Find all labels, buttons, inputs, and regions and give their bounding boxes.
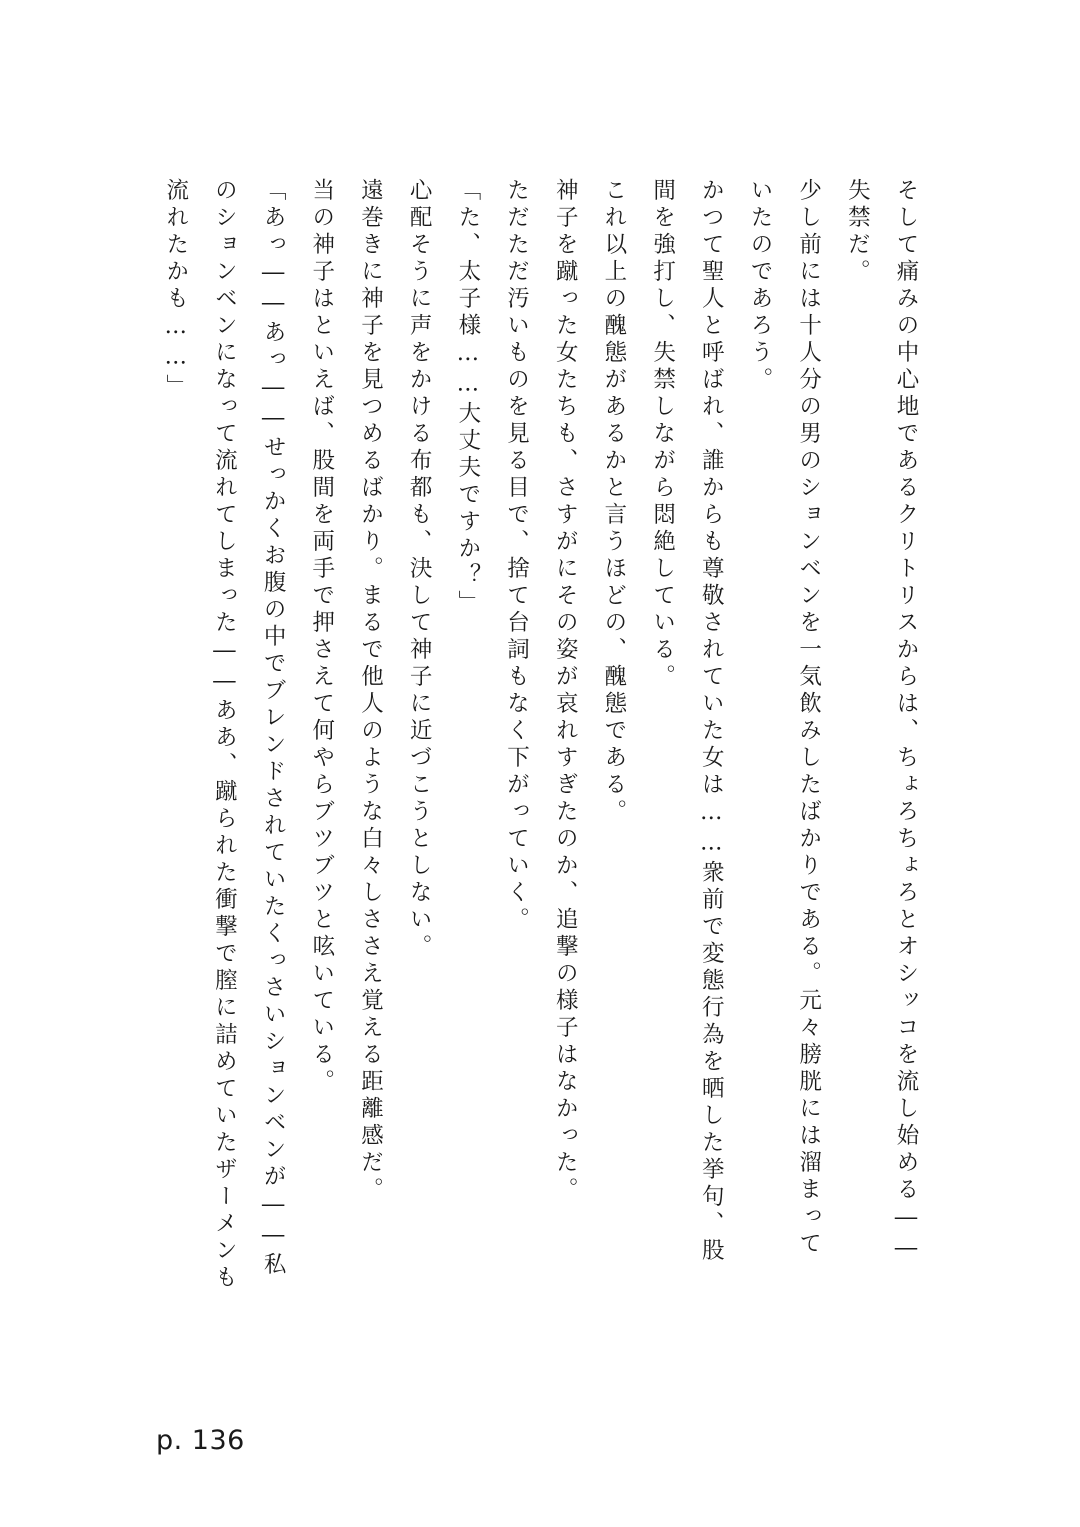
text-line: これ以上の醜態があるかと言うほどの、醜態である。 <box>600 178 627 826</box>
text-line: のションベンになって流れてしまった――ああ、蹴られた衝撃で膣に詰めていたザーメンも <box>211 178 238 1292</box>
vertical-text-body <box>150 178 930 1398</box>
text-line: そして痛みの中心地であるクリトリスからは、ちょろちょろとオシッコを流し始める―― <box>893 178 919 1265</box>
text-line: 心配そうに声をかける布都も、決して神子に近づこうとしない。 <box>406 178 433 961</box>
text-line: 間を強打し、失禁しながら悶絶している。 <box>649 178 676 691</box>
text-line: ただただ汚いものを見る目で、捨て台詞もなく下がっていく。 <box>503 178 530 934</box>
text-line: 少し前には十人分の男のションベンを一気飲みしたばかりである。元々膀胱には溜まって <box>795 178 822 1258</box>
text-line: 当の神子はといえば、股間を両手で押さえて何やらブツブツと呟いている。 <box>308 178 335 1096</box>
text-line: 「あっ――あっ――せっかくお腹の中でブレンドされていたくっさいションベンが――私 <box>260 178 287 1279</box>
text-line: 「た、太子様……大丈夫ですか？」 <box>454 178 481 617</box>
text-line: いたのであろう。 <box>746 178 773 394</box>
text-line: かつて聖人と呼ばれ、誰からも尊敬されていた女は……衆前で変態行為を晒した挙句、股 <box>698 178 725 1265</box>
text-line: 流れたかも……」 <box>162 178 189 401</box>
page-number: p. 136 <box>156 1425 245 1456</box>
text-line: 神子を蹴った女たちも、さすがにその姿が哀れすぎたのか、追撃の様子はなかった。 <box>552 178 579 1204</box>
text-line: 遠巻きに神子を見つめるばかり。まるで他人のような白々しささえ覚える距離感だ。 <box>357 178 384 1204</box>
text-line: 失禁だ。 <box>844 178 871 286</box>
